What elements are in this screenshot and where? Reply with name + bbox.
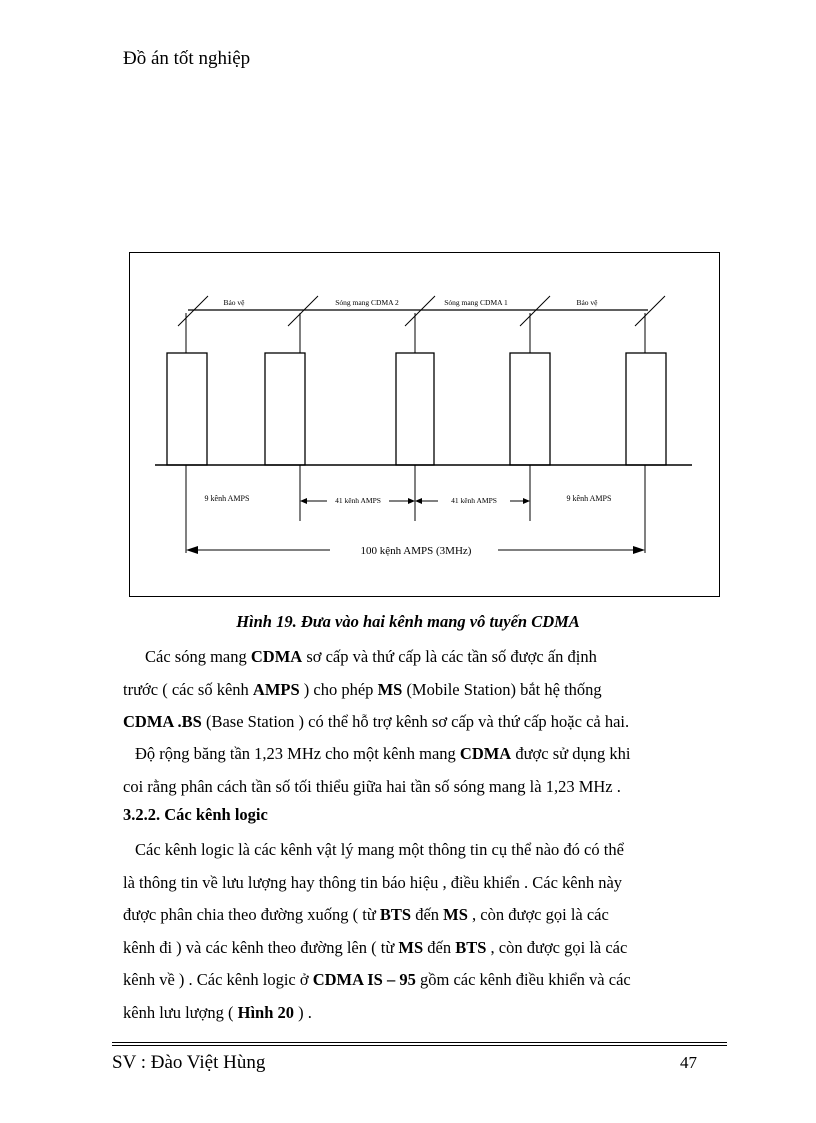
text-run: là thông tin về lưu lượng hay thông tin báo hiệu , điều khiển . Các kênh này [123, 872, 623, 892]
figure-reference: Hình 20 [237, 1002, 295, 1022]
paragraph-carriers [123, 641, 718, 739]
band-label: Bảo vệ [576, 298, 598, 307]
span-label: 9 kênh AMPS [566, 494, 612, 503]
text-run: đến [423, 937, 456, 957]
footer-divider [112, 1042, 727, 1043]
section-heading: 3.2.2. Các kênh logic [123, 805, 268, 824]
page-number: 47 [680, 1053, 697, 1072]
text-run: được phân chia theo đường xuống ( từ [123, 905, 380, 924]
tick-slash [288, 296, 318, 326]
term-ms: MS [398, 937, 424, 957]
tick-slash [405, 296, 435, 326]
band-label: Sóng mang CDMA 2 [335, 298, 399, 307]
text-run: Các kênh logic là các kênh vật lý mang một thông tin cụ thể nào đó có thể [135, 840, 624, 859]
carrier-block [510, 353, 550, 465]
tick-slash [635, 296, 665, 326]
band-label: Sóng mang CDMA 1 [444, 298, 508, 307]
figure-cdma-carriers [129, 252, 720, 597]
text-run: (Mobile Station) bắt hệ thống [402, 679, 602, 699]
tick-slash [520, 296, 550, 326]
text-run: gồm các kênh điều khiển và các [415, 970, 631, 989]
text-run: ) . [294, 1002, 312, 1022]
spectrum-diagram [130, 253, 721, 598]
text-run: Độ rộng băng tần 1,23 MHz cho một kênh mang [135, 744, 460, 763]
total-span-label: 100 kệnh AMPS (3MHz) [360, 545, 472, 557]
text-run: trước ( các số kênh [123, 679, 253, 699]
footer-divider [112, 1045, 727, 1046]
term-cdma-is95: CDMA IS – 95 [312, 970, 416, 989]
term-ms: MS [377, 679, 403, 699]
footer-author: SV : Đào Việt Hùng [112, 1052, 266, 1073]
term-bts: BTS [455, 937, 487, 957]
tick-slash [178, 296, 208, 326]
figure-caption: Hình 19. Đưa vào hai kênh mang vô tuyến CDMA [236, 612, 580, 631]
span-label: 9 kênh AMPS [204, 494, 250, 503]
text-run: (Base Station ) có thể hỗ trợ kênh sơ cấp và thứ cấp hoặc cả hai. [201, 712, 630, 731]
band-label: Bảo vệ [223, 298, 245, 307]
text-run: sơ cấp và thứ cấp là các tần số được ấn định [302, 647, 597, 666]
text-run: Các sóng mang [145, 647, 251, 666]
text-run: , còn được gọi là các [467, 905, 609, 924]
span-label: 41 kênh AMPS [451, 496, 497, 505]
text-run: kênh đi ) và các kênh theo đường lên ( từ [123, 937, 399, 957]
term-ms: MS [443, 905, 468, 924]
document-header: Đồ án tốt nghiệp [123, 48, 251, 69]
text-run: coi rằng phân cách tần số tối thiểu giữa hai tần số sóng mang là 1,23 MHz . [123, 776, 621, 796]
text-run: đến [411, 905, 444, 924]
paragraph-logical-channels [123, 834, 718, 1029]
carrier-block [626, 353, 666, 465]
term-amps: AMPS [252, 679, 300, 699]
term-cdma: CDMA [250, 647, 303, 666]
term-bts: BTS [379, 905, 412, 924]
span-label: 41 kênh AMPS [335, 496, 381, 505]
carrier-block [396, 353, 434, 465]
text-run: kênh về ) . Các kênh logic ở [123, 970, 313, 989]
text-run: được sử dụng khi [511, 744, 631, 763]
paragraph-bandwidth [123, 738, 718, 803]
carrier-block [265, 353, 305, 465]
text-run: ) cho phép [299, 679, 378, 699]
text-run: kênh lưu lượng ( [123, 1002, 238, 1022]
carrier-block [167, 353, 207, 465]
term-cdma-bs: CDMA .BS [123, 712, 202, 731]
term-cdma: CDMA [459, 744, 512, 763]
text-run: , còn được gọi là các [486, 937, 628, 957]
